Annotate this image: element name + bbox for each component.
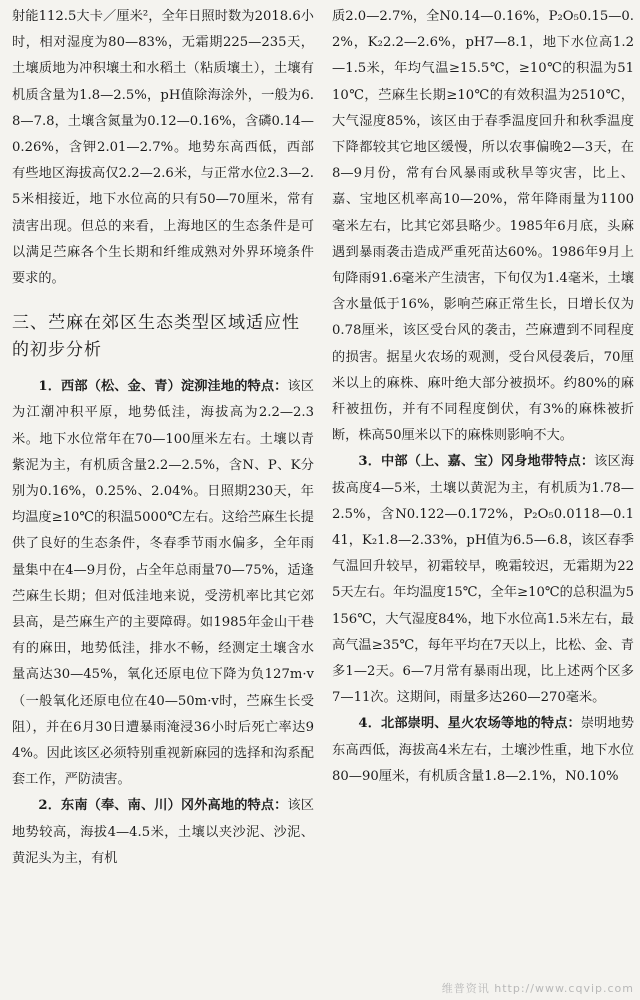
- subsection-southeast: [12, 793, 314, 872]
- intro-paragraph: 射能112.5大卡／厘米²，全年日照时数为2018.6小时，相对湿度为80—83%，无霜期225—235天，土壤质地为冲积壤土和水稻土（粘质壤土），土壤有机质含量为1.8—2.5%，pH值除海涂外，一般为6.8—7.8，土壤含氮量为0.12—0.16%，含磷0.14—0.26%，含钾2.01—2.7%。地势东高西低，西部有些地区海拔高仅2.2—2.6米，与正常水位2.3—2.5米相接近，地下水位高的只有50—70厘米，常有渍害出现。但总的来看，上海地区的生态条件是可以满足苎麻各个生长期和纤维成熟对外界环境条件要求的。: [12, 9, 314, 287]
- subsection-north-body: 崇明地势东高西低，海拔高4米左右，土壤沙性重，地下水位80—90厘米，有机质含量1.8—2.1%，N0.10%: [332, 716, 634, 784]
- subsection-southeast-body: 该区地势较高，海拔4—4.5米，土壤以夹沙泥、沙泥、黄泥头为主，有机: [12, 798, 314, 866]
- subsection-central: [332, 449, 634, 711]
- subsection-west: [12, 374, 314, 793]
- right-column: [332, 4, 634, 790]
- subsection-west-body: 该区为江潮冲积平原，地势低洼，海拔高为2.2—2.3米。地下水位常年在70—100厘米左右。土壤以青紫泥为主，有机质含量2.2—2.5%，含N、P、K分别为0.16%，0.25%、2.04%。日照期230天，年均温度≥10℃的积温5000℃左右。这给苎麻生长提供了良好的生态条件，冬春季节雨水偏多，全年雨量集中在4—9月份，占全年总雨量70—75%，适逢苎麻生长期；但对低洼地来说，受涝机率比其它郊县高，是苎麻生产的主要障碍。如1985年金山干巷有的麻田，地势低洼，排水不畅，经测定土壤含水量高达30—45%，氧化还原电位下降为负127m·v（一般氧化还原电位在40—50m·v时，苎麻生长受阻），并在6月30日遭暴雨淹浸36小时后死亡率达94%。因此该区必须特别重视新麻园的选择和沟系配套工作，严防渍害。: [12, 379, 314, 788]
- subsection-north: [332, 711, 634, 790]
- subsection-west-heading: 1．西部（松、金、青）淀泖洼地的特点：: [38, 379, 288, 395]
- watermark: 维普资讯 http://www.cqvip.com: [441, 982, 634, 995]
- section-title: 三、苎麻在郊区生态类型区域适应性的初步分析: [12, 313, 300, 361]
- left-column: [12, 4, 314, 872]
- subsection-central-heading: 3．中部（上、嘉、宝）冈身地带特点：: [358, 454, 595, 470]
- subsection-north-heading: 4．北部崇明、星火农场等地的特点：: [358, 716, 581, 732]
- continued-paragraph: 质2.0—2.7%，全N0.14—0.16%，P₂O₅0.15—0.2%，K₂2.2—2.6%，pH7—8.1，地下水位高1.2—1.5米，年均气温≥15.5℃，≥10℃的积温为5110℃，苎麻生长期≥10℃的有效积温为2510℃，大气湿度85%，该区由于春季温度回升和秋季温度下降都较其它地区缓慢，所以农事偏晚2—3天，在8—9月份，常有台风暴雨或秋旱等灾害，比上、嘉、宝地区机率高10—20%，常年降雨量为1100毫米左右，比其它郊县略少。1985年6月底，头麻遇到暴雨袭击造成严重死苗达60%。1986年9月上旬降雨91.6毫米产生渍害，下旬仅为1.4毫米，土壤含水量低于16%，影响苎麻正常生长，日增长仅为0.78厘米，该区受台风的袭击，苎麻遭到不同程度的损害。据星火农场的观测，受台风侵袭后，70厘米以上的麻株、麻叶绝大部分被损坏。约80%的麻秆被扭伤，并有不同程度倒伏，有3%的麻株被折断，株高50厘米以下的麻株则影响不大。: [332, 9, 634, 444]
- subsection-southeast-heading: 2．东南（奉、南、川）冈外高地的特点：: [38, 798, 288, 814]
- subsection-central-body: 该区海拔高度4—5米，土壤以黄泥为主，有机质为1.78—2.5%，含N0.122—0.172%，P₂O₅0.0118—0.141，K₂1.8—2.33%，pH值为6.5—6.8，该区春季气温回升较早，初霜较早，晚霜较迟，无霜期为225天左右。年均温度15℃，全年≥10℃的总积温为5156℃，大气湿度84%，地下水位高1.5米左右，最高气温≥35℃，每年平均在7天以上，比松、金、青多1—2天。6—7月常有暴雨出现，比上述两个区多7—11次。这期间，雨量多达260—270毫米。: [332, 454, 635, 706]
